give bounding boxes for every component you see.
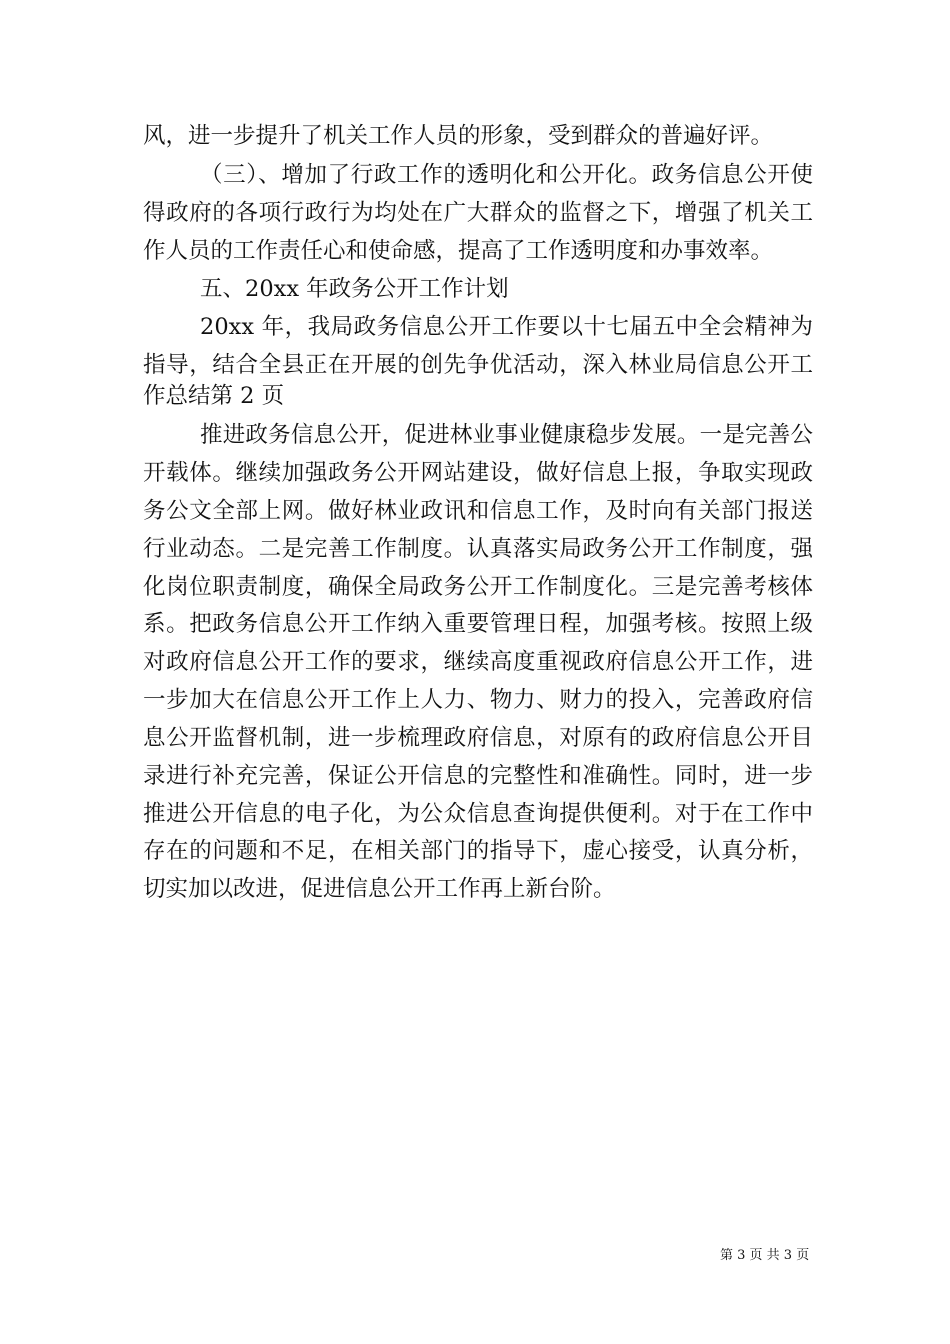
text-line: 录进行补充完善，保证公开信息的完整性和准确性。同时，进一步 <box>143 763 813 789</box>
page-number: 第 3 页 共 3 页 <box>720 1248 810 1263</box>
text-line: 存在的问题和不足，在相关部门的指导下，虚心接受，认真分析， <box>143 838 813 864</box>
text-line: 息公开监督机制，进一步梳理政府信息，对原有的政府信息公开目 <box>143 725 813 751</box>
text-line: 20xx 年，我局政务信息公开工作要以十七届五中全会精神为 <box>200 314 813 340</box>
text-line: 作总结第 2 页 <box>143 383 285 409</box>
text-line: 风，进一步提升了机关工作人员的形象，受到群众的普遍好评。 <box>143 123 774 149</box>
text-line: 系。把政务信息公开工作纳入重要管理日程，加强考核。按照上级 <box>143 611 813 637</box>
text-line: 务公文全部上网。做好林业政讯和信息工作，及时向有关部门报送 <box>143 498 813 524</box>
text-line: 指导，结合全县正在开展的创先争优活动，深入林业局信息公开工 <box>143 352 813 378</box>
text-line: 化岗位职责制度，确保全局政务公开工作制度化。三是完善考核体 <box>143 574 813 600</box>
section-heading: 五、20xx 年政务公开工作计划 <box>200 276 509 302</box>
text-line: 行业动态。二是完善工作制度。认真落实局政务公开工作制度，强 <box>143 536 813 562</box>
text-line: 切实加以改进，促进信息公开工作再上新台阶。 <box>143 876 616 902</box>
text-line: 开载体。继续加强政务公开网站建设，做好信息上报，争取实现政 <box>143 460 813 486</box>
text-line: 一步加大在信息公开工作上人力、物力、财力的投入，完善政府信 <box>143 687 813 713</box>
text-line: 对政府信息公开工作的要求，继续高度重视政府信息公开工作，进 <box>143 649 813 675</box>
text-line: （三）、增加了行政工作的透明化和公开化。政务信息公开使 <box>200 162 813 188</box>
text-line: 作人员的工作责任心和使命感，提高了工作透明度和办事效率。 <box>143 238 774 264</box>
text-line: 推进公开信息的电子化，为公众信息查询提供便利。对于在工作中 <box>143 801 813 827</box>
text-line: 得政府的各项行政行为均处在广大群众的监督之下，增强了机关工 <box>143 200 813 226</box>
text-line: 推进政务信息公开，促进林业事业健康稳步发展。一是完善公 <box>200 422 813 448</box>
